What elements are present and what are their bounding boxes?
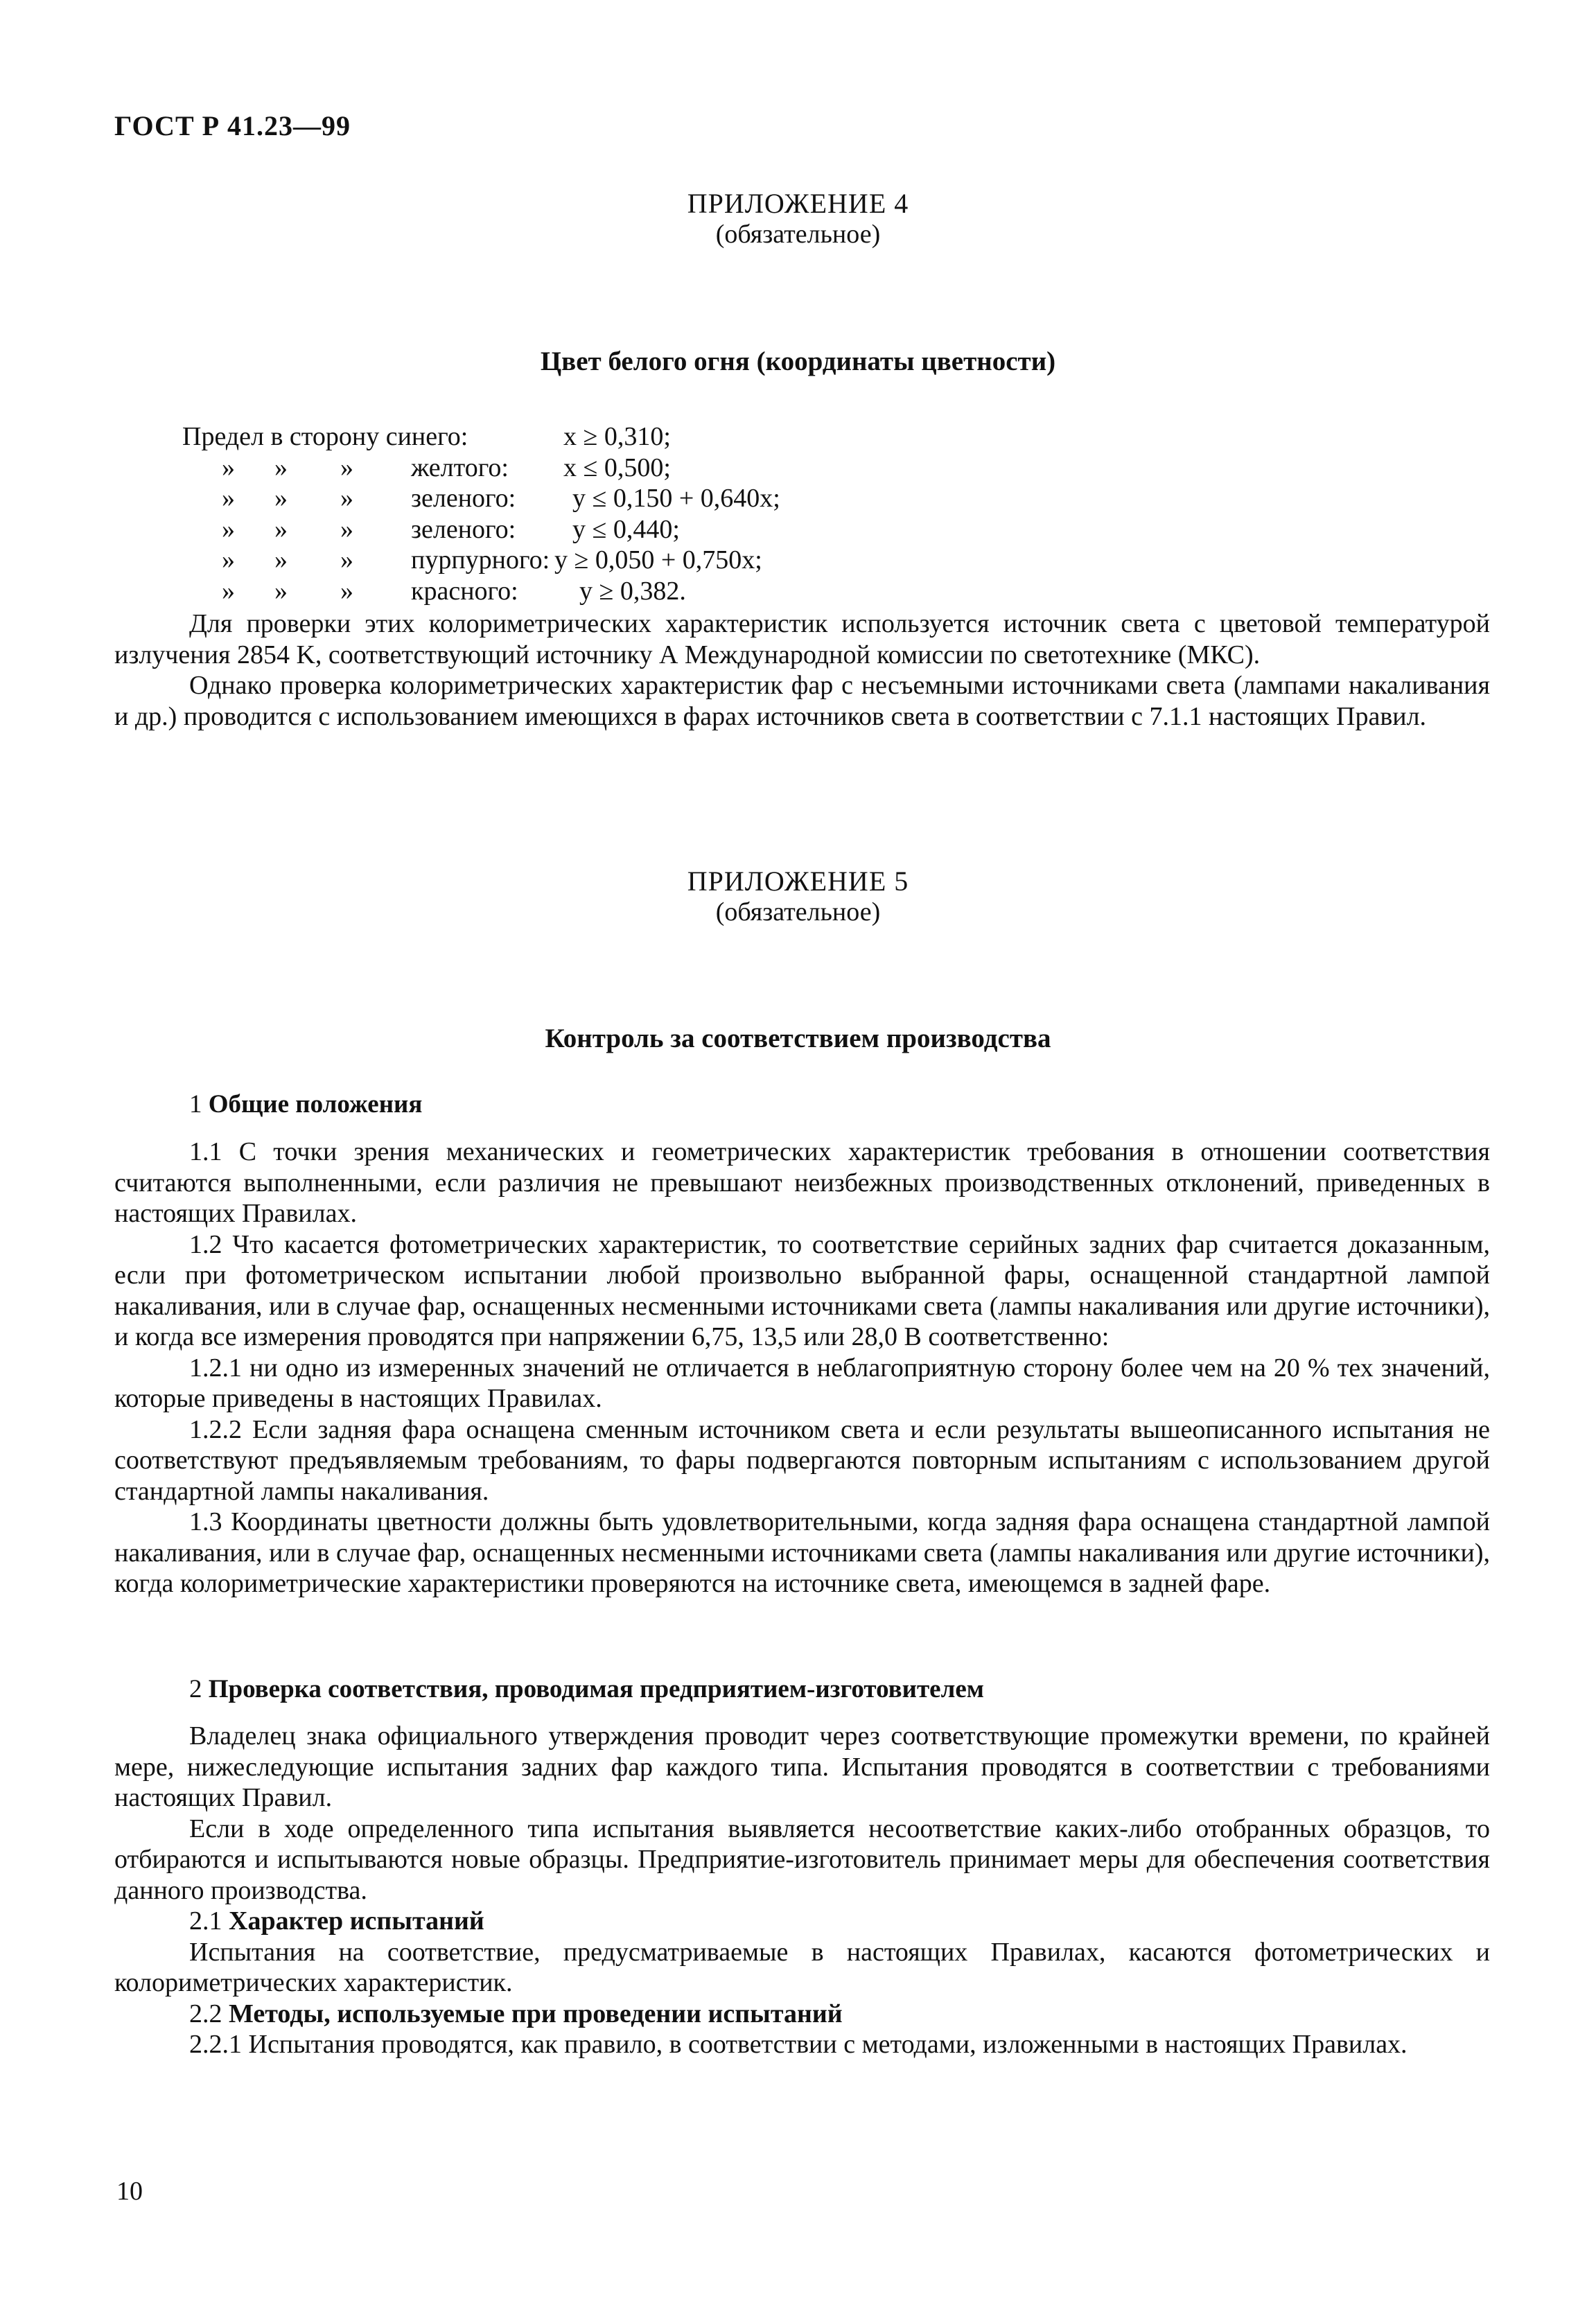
subsection-number: 2.1	[189, 1906, 229, 1936]
ditto-mark: »	[274, 545, 288, 574]
appendix-4-label: ПРИЛОЖЕНИЕ 4	[687, 188, 909, 219]
ditto-mark: »	[340, 484, 353, 513]
appendix-5-label: ПРИЛОЖЕНИЕ 5	[687, 866, 909, 897]
appendix-4-title: Цвет белого огня (координаты цветности)	[540, 346, 1056, 376]
limit-color-name: зеленого:	[411, 514, 516, 544]
ditto-mark: »	[222, 545, 235, 574]
document-id: ГОСТ Р 41.23—99	[114, 110, 351, 141]
subsection-title: Характер испытаний	[229, 1906, 484, 1936]
ditto-mark: »	[274, 453, 288, 482]
limit-label: Предел в сторону синего:	[182, 422, 468, 451]
limit-color-name: красного:	[411, 576, 518, 606]
appendix-4-status: (обязательное)	[715, 220, 881, 249]
section-title: Проверка соответствия, проводимая предприятием-изготовителем	[208, 1675, 984, 1703]
subsection-2-2-heading	[114, 1999, 1490, 2030]
paragraph: 1.2 Что касается фотометрических характеристик, то соответствие серийных задних фар считается доказанным, если при фотометрическом испытании любой произвольно выбранной фары, оснащенной стандартной лампой накаливания, или в случае фар, оснащенных несменными источниками света (лампы накаливания или другие источники), и когда все измерения проводятся при напряжении 6,75, 13,5 или 28,0 В соответственно:	[114, 1229, 1490, 1351]
ditto-mark: »	[340, 453, 353, 482]
section-number: 1	[189, 1090, 209, 1118]
appendix-5-status: (обязательное)	[715, 897, 881, 927]
section-1-body	[114, 1137, 1490, 1599]
limit-color-name: желтого:	[411, 453, 509, 482]
limit-formula: y ≥ 0,382.	[579, 576, 686, 606]
paragraph: Владелец знака официального утверждения проводит через соответствующие промежутки времени, по крайней мере, нижеследующие испытания задних фар каждого типа. Испытания проводятся в соответствии с требованиями настоящих Правил.	[114, 1721, 1490, 1812]
paragraph: 1.2.1 ни одно из измеренных значений не отличается в неблагоприятную сторону более чем на 20 % тех значений, которые приведены в настоящих Правилах.	[114, 1353, 1490, 1413]
ditto-mark: »	[222, 576, 235, 606]
ditto-mark: »	[222, 514, 235, 544]
ditto-mark: »	[274, 514, 288, 544]
appendix-4-body	[114, 608, 1490, 732]
subsection-number: 2.2	[189, 1999, 229, 2028]
ditto-mark: »	[274, 484, 288, 513]
ditto-mark: »	[340, 576, 353, 606]
ditto-mark: »	[274, 576, 288, 606]
limit-formula: y ≥ 0,050 + 0,750x;	[554, 545, 762, 574]
limit-formula: y ≤ 0,150 + 0,640x;	[572, 484, 780, 513]
limit-color-name: пурпурного:	[411, 545, 550, 574]
ditto-mark: »	[340, 545, 353, 574]
subsection-title: Методы, используемые при проведении испытаний	[229, 1999, 843, 2028]
appendix-5-heading	[0, 866, 1596, 927]
paragraph: 1.1 С точки зрения механических и геометрических характеристик требования в отношении соответствия считаются выполненными, если различия не превышают неизбежных производственных отклонений, приведенных в настоящих Правилах.	[114, 1137, 1490, 1228]
paragraph: 1.3 Координаты цветности должны быть удовлетворительными, когда задняя фара оснащена стандартной лампой накаливания, или в случае фар, оснащенных несменными источниками света (лампы накаливания или другие источники), когда колориметрические характеристики проверяются на источнике света, имеющемся в задней фаре.	[114, 1507, 1490, 1598]
section-2-heading	[189, 1674, 984, 1705]
page-number: 10	[116, 2177, 143, 2206]
subsection-2-1-heading	[114, 1906, 1490, 1937]
paragraph: Однако проверка колориметрических характеристик фар с несъемными источниками света (лампами накаливания и др.) проводится с использованием имеющихся в фарах источников света в соответствии с 7.1.1 настоящих Правил.	[114, 671, 1490, 731]
paragraph: Если в ходе определенного типа испытания выявляется несоответствие каких-либо отобранных образцов, то отбираются и испытываются новые образцы. Предприятие-изготовитель принимает меры для обеспечения соответствия данного производства.	[114, 1814, 1490, 1905]
section-1-heading	[189, 1089, 422, 1120]
section-title: Общие положения	[208, 1090, 423, 1118]
limit-formula: x ≥ 0,310;	[563, 422, 671, 451]
section-number: 2	[189, 1675, 209, 1703]
paragraph: Для проверки этих колориметрических характеристик используется источник света с цветовой температурой излучения 2854 K, соответствующий источнику А Международной комиссии по светотехнике (МКС).	[114, 609, 1490, 669]
ditto-mark: »	[222, 484, 235, 513]
appendix-4-heading	[0, 188, 1596, 249]
appendix-5-title: Контроль за соответствием производства	[545, 1024, 1051, 1053]
ditto-mark: »	[340, 514, 353, 544]
limit-formula: x ≤ 0,500;	[563, 453, 671, 482]
paragraph: 1.2.2 Если задняя фара оснащена сменным источником света и если результаты вышеописанного испытания не соответствуют предъявляемым требованиям, то фары подвергаются повторным испытаниям с использованием другой стандартной лампы накаливания.	[114, 1414, 1490, 1506]
ditto-mark: »	[222, 453, 235, 482]
paragraph: Испытания на соответствие, предусматриваемые в настоящих Правилах, касаются фотометрических и колориметрических характеристик.	[114, 1937, 1490, 1997]
limit-color-name: зеленого:	[411, 484, 516, 513]
limit-formula: y ≤ 0,440;	[572, 514, 680, 544]
section-2-body	[114, 1721, 1490, 2060]
paragraph: 2.2.1 Испытания проводятся, как правило, в соответствии с методами, изложенными в настоящих Правилах.	[189, 2030, 1408, 2059]
